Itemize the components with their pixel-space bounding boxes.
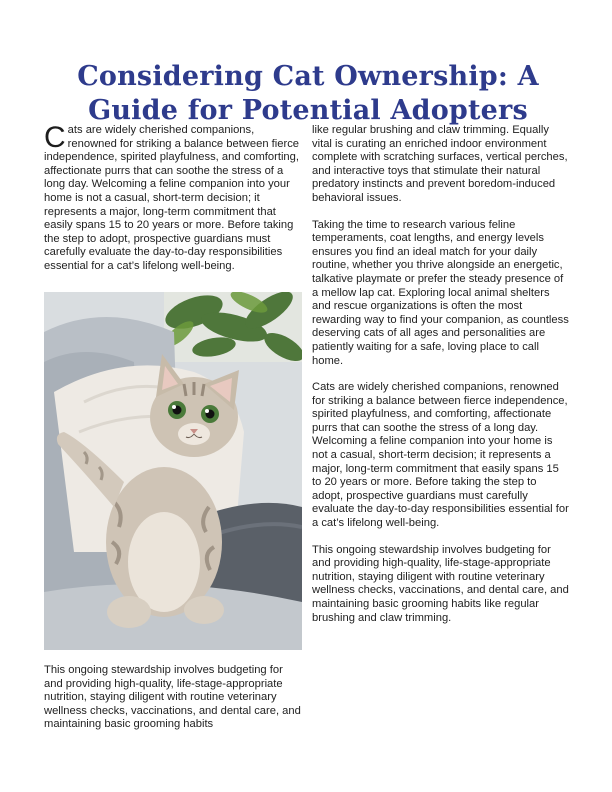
stewardship-paragraph-left: This ongoing stewardship involves budgeting for and providing high-quality, life-stage-appropriate nutrition, staying diligent with routine veterinary wellness checks, vaccinations, and dental care, and maintaining basic grooming habits [44,664,301,731]
intro-paragraph [44,121,302,274]
page-title: Considering Cat Ownership: A Guide for Potential Adopters [77,61,539,127]
right-paragraph-4: This ongoing stewardship involves budgeting for and providing high-quality, life-stage-appropriate nutrition, staying diligent with routine veterinary wellness checks, vaccinations, and dental care, and maintaining basic grooming habits like regular brushing and claw trimming. [312,543,569,624]
right-column [312,124,570,638]
right-paragraph-2: Taking the time to research various feline temperaments, coat lengths, and energy levels ensures you find an ideal match for your daily routine, whether you thrive alongside an energetic, talkative playmate or prefer the steady presence of a mellow lap cat. Exploring local animal shelters and rescue organizations is often the most rewarding way to find your companion, as countless deserving cats of all ages and personalities are patiently waiting for a safe, loving place to call home. [312,218,569,367]
right-paragraph-1: like regular brushing and claw trimming. Equally vital is curating an enriched indoor environment complete with scratching surfaces, vertical perches, and interactive toys that stimulate their natural predatory instincts and prevent boredom-induced behavioral issues. [312,124,568,204]
left-column-bottom [44,664,302,745]
right-paragraph-3: Cats are widely cherished companions, renowned for striking a balance between fierce independence, spirited playfulness, and comforting, affectionate purrs that can soothe the stress of a long day. Welcoming a feline companion into your home is not a casual, short-term decision; it represents a major, long-term commitment that easily spans 15 to 20 years or more. Before taking the step to adopt, prospective guardians must carefully evaluate the day-to-day responsibilities essential for a cat’s lifelong well-being. [312,381,569,530]
kitten-photo [44,292,302,650]
intro-text: ats are widely cherished companions, renowned for striking a balance between fierce independence, spirited playfulness, and comforting, affectionate purrs that can soothe the stress of a long day. Welcoming a feline companion into your home is not a casual, short-term decision; it represents a major, long-term commitment that easily spans 15 to 20 years or more. Before taking the step to adopt, prospective guardians must carefully evaluate the day-to-day responsibilities essential for a cat’s lifelong well-being. [44,124,300,272]
left-column-intro [44,121,302,287]
drop-cap: C [44,121,66,154]
